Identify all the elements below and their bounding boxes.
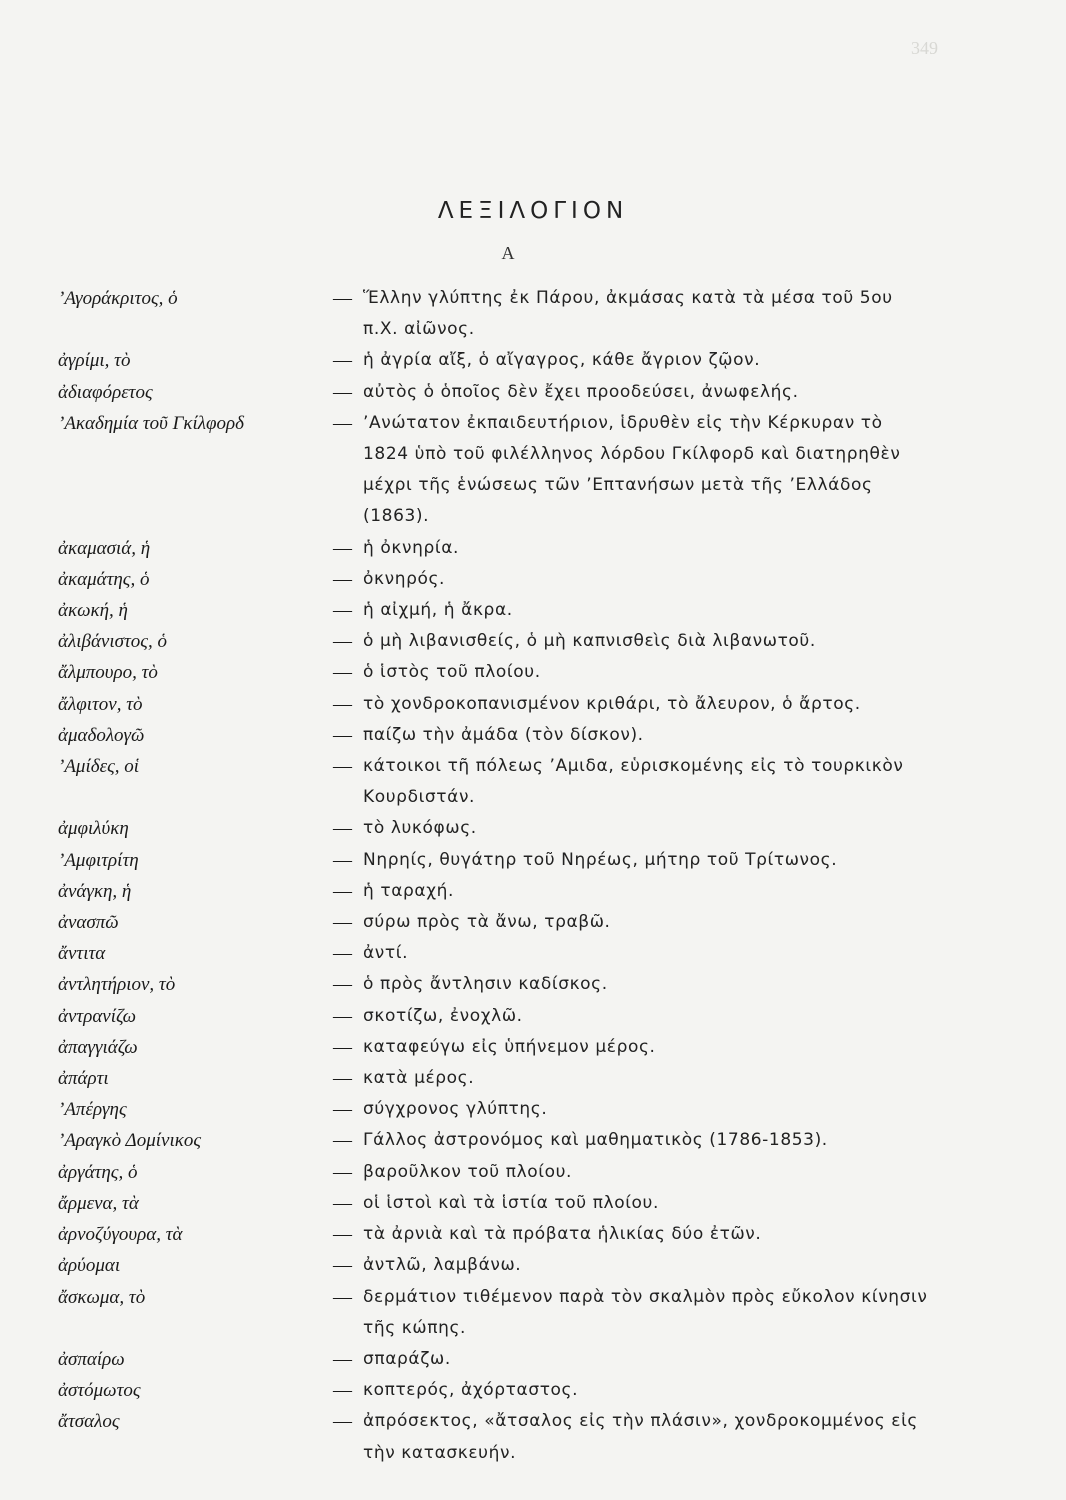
glossary-entry bbox=[58, 751, 958, 813]
glossary-entry bbox=[58, 1406, 958, 1468]
entry-definition: κατὰ μέρος. bbox=[363, 1068, 475, 1089]
entry-definition: ἀντί. bbox=[363, 943, 409, 964]
glossary-entry bbox=[58, 533, 958, 564]
entry-definition: σύγχρονος γλύπτης. bbox=[363, 1099, 548, 1120]
entry-term: ἀκωκή, ἡ bbox=[58, 600, 128, 622]
glossary-entry bbox=[58, 907, 958, 938]
entry-definition: αὐτὸς ὁ ὁποῖος δὲν ἔχει προοδεύσει, ἀνωφελής. bbox=[363, 381, 799, 402]
entry-definition: τὰ ἀρνιὰ καὶ τὰ πρόβατα ἡλικίας δύο ἐτῶν. bbox=[363, 1224, 762, 1245]
glossary-entry bbox=[58, 1282, 958, 1344]
entry-dash: — bbox=[333, 537, 352, 559]
glossary-entry bbox=[58, 1250, 958, 1281]
entry-term: ἀργάτης, ὁ bbox=[58, 1161, 138, 1183]
entry-term: ἀρνοζύγουρα, τὰ bbox=[58, 1224, 183, 1246]
glossary-entry bbox=[58, 1344, 958, 1375]
entry-dash: — bbox=[333, 1099, 352, 1121]
entry-definition: οἱ ἱστοὶ καὶ τὰ ἱστία τοῦ πλοίου. bbox=[363, 1192, 659, 1213]
entry-term: ’Αμίδες, οἱ bbox=[58, 756, 140, 778]
glossary-entry bbox=[58, 1219, 958, 1250]
entry-dash: — bbox=[333, 1380, 352, 1402]
entry-term: ἀπάρτι bbox=[58, 1068, 109, 1090]
entry-term: ἄσκωμα, τὸ bbox=[58, 1286, 146, 1308]
entry-term: ἀλιβάνιστος, ὁ bbox=[58, 631, 168, 653]
entry-definition: ἀπρόσεκτος, «ἄτσαλος εἰς τὴν πλάσιν», χονδροκομμένος εἰς τὴν κατασκευήν. bbox=[363, 1411, 919, 1463]
entry-definition: ἡ ὀκνηρία. bbox=[363, 537, 460, 558]
entry-term: ἀστόμωτος bbox=[58, 1380, 141, 1402]
entry-definition: ὀκνηρός. bbox=[363, 568, 446, 589]
entry-term: ἀντλητήριον, τὸ bbox=[58, 974, 176, 996]
glossary-entry bbox=[58, 1001, 958, 1032]
glossary-entry bbox=[58, 626, 958, 657]
entry-definition: ’Ανώτατον ἐκπαιδευτήριον, ἱδρυθὲν εἰς τὴν Κέρκυραν τὸ 1824 ὑπὸ τοῦ φιλέλληνος λόρδου Γκίλφορδ καὶ διατηρηθὲν μέχρι τῆς ἑνώσεως τῶν ’Επτανήσων μετὰ τῆς ’Ελλάδος (1863). bbox=[363, 412, 901, 527]
glossary-entry bbox=[58, 1157, 958, 1188]
entry-term: ἀρύομαι bbox=[58, 1255, 121, 1277]
glossary-entry bbox=[58, 1125, 958, 1156]
entry-term: ἀπαγγιάζω bbox=[58, 1036, 138, 1058]
entry-dash: — bbox=[333, 1130, 352, 1152]
entry-definition: καταφεύγω εἰς ὑπήνεμον μέρος. bbox=[363, 1036, 656, 1057]
entry-term: ἀκαμασιά, ἡ bbox=[58, 537, 151, 559]
entry-dash: — bbox=[333, 1036, 352, 1058]
entry-term: ἀγρίμι, τὸ bbox=[58, 350, 131, 372]
entry-definition: σπαράζω. bbox=[363, 1348, 451, 1369]
entry-dash: — bbox=[333, 880, 352, 902]
glossary-entry bbox=[58, 345, 958, 376]
entry-dash: — bbox=[333, 1348, 352, 1370]
glossary-title: ΛΕΞΙΛΟΓΙΟΝ bbox=[437, 198, 629, 224]
entry-dash: — bbox=[333, 381, 352, 403]
glossary-entry bbox=[58, 689, 958, 720]
entry-dash: — bbox=[333, 662, 352, 684]
glossary-entry bbox=[58, 845, 958, 876]
entry-definition: κοπτερός, ἀχόρταστος. bbox=[363, 1380, 579, 1401]
glossary-entry bbox=[58, 657, 958, 688]
entry-dash: — bbox=[333, 1192, 352, 1214]
entry-term: ἄλφιτον, τὸ bbox=[58, 693, 143, 715]
entry-definition: Γάλλος ἀστρονόμος καὶ μαθηματικὸς (1786-1853). bbox=[363, 1130, 828, 1151]
glossary-entry bbox=[58, 1188, 958, 1219]
page-number: 349 bbox=[911, 38, 938, 58]
entry-dash: — bbox=[333, 350, 352, 372]
entry-dash: — bbox=[333, 1255, 352, 1277]
entry-definition: ὁ ἱστὸς τοῦ πλοίου. bbox=[363, 662, 541, 683]
entry-dash: — bbox=[333, 412, 352, 434]
glossary-entry bbox=[58, 408, 958, 533]
entry-dash: — bbox=[333, 756, 352, 778]
entry-dash: — bbox=[333, 1161, 352, 1183]
entry-definition: τὸ λυκόφως. bbox=[363, 818, 477, 839]
entry-term: ἀκαμάτης, ὁ bbox=[58, 568, 150, 590]
entry-dash: — bbox=[333, 1411, 352, 1433]
entry-term: ἀμαδολογῶ bbox=[58, 724, 145, 746]
glossary-entry bbox=[58, 813, 958, 844]
entry-term: ἄλμπουρο, τὸ bbox=[58, 662, 158, 684]
entry-term: ’Αμφιτρίτη bbox=[58, 849, 139, 871]
entry-dash: — bbox=[333, 1286, 352, 1308]
entry-dash: — bbox=[333, 724, 352, 746]
entry-term: ἀδιαφόρετος bbox=[58, 381, 153, 403]
entry-definition: σύρω πρὸς τὰ ἄνω, τραβῶ. bbox=[363, 912, 611, 933]
entry-term: ἄτσαλος bbox=[58, 1411, 120, 1433]
entry-definition: ἡ αἰχμή, ἡ ἄκρα. bbox=[363, 600, 513, 621]
glossary-entry bbox=[58, 1063, 958, 1094]
glossary-entry bbox=[58, 1094, 958, 1125]
glossary-entry bbox=[58, 720, 958, 751]
entry-dash: — bbox=[333, 568, 352, 590]
entry-dash: — bbox=[333, 600, 352, 622]
glossary-entry bbox=[58, 283, 958, 345]
entry-dash: — bbox=[333, 1224, 352, 1246]
glossary-entry bbox=[58, 969, 958, 1000]
entry-term: ’Απέργης bbox=[58, 1099, 127, 1121]
entry-term: ἄρμενα, τὰ bbox=[58, 1192, 139, 1214]
entry-term: ’Αγοράκριτος, ὁ bbox=[58, 288, 178, 309]
entry-definition: τὸ χονδροκοπανισμένον κριθάρι, τὸ ἄλευρον, ὁ ἄρτος. bbox=[363, 693, 861, 714]
entry-definition: ἡ ἀγρία αἴξ, ὁ αἴγαγρος, κάθε ἄγριον ζῷον. bbox=[363, 350, 761, 371]
glossary-entry bbox=[58, 1032, 958, 1063]
entry-dash: — bbox=[333, 818, 352, 840]
entry-dash: — bbox=[333, 631, 352, 653]
entry-term: ’Αραγκὸ Δομίνικος bbox=[58, 1130, 202, 1152]
entry-dash: — bbox=[333, 288, 352, 309]
glossary-entry bbox=[58, 377, 958, 408]
glossary-entries bbox=[58, 283, 958, 1469]
entry-dash: — bbox=[333, 693, 352, 715]
entry-term: ἀνασπῶ bbox=[58, 912, 119, 934]
entry-term: ἀσπαίρω bbox=[58, 1348, 125, 1370]
entry-term: ’Ακαδημία τοῦ Γκίλφορδ bbox=[58, 412, 244, 434]
glossary-entry bbox=[58, 595, 958, 626]
entry-dash: — bbox=[333, 912, 352, 934]
entry-definition: δερμάτιον τιθέμενον παρὰ τὸν σκαλμὸν πρὸς εὔκολον κίνησιν τῆς κώπης. bbox=[363, 1286, 928, 1338]
entry-dash: — bbox=[333, 1068, 352, 1090]
entry-dash: — bbox=[333, 1005, 352, 1027]
entry-term: ἄντιτα bbox=[58, 943, 106, 965]
glossary-entry bbox=[58, 564, 958, 595]
entry-term: ἀμφιλύκη bbox=[58, 818, 129, 840]
glossary-entry bbox=[58, 1375, 958, 1406]
entry-term: ἀνάγκη, ἡ bbox=[58, 880, 132, 902]
entry-definition: ἀντλῶ, λαμβάνω. bbox=[363, 1255, 522, 1276]
entry-definition: ὁ μὴ λιβανισθείς, ὁ μὴ καπνισθεὶς διὰ λιβανωτοῦ. bbox=[363, 631, 816, 652]
entry-definition: παίζω τὴν ἀμάδα (τὸν δίσκον). bbox=[363, 724, 644, 745]
glossary-entry bbox=[58, 876, 958, 907]
glossary-entry bbox=[58, 938, 958, 969]
entry-definition: Ἕλλην γλύπτης ἐκ Πάρου, ἀκμάσας κατὰ τὰ μέσα τοῦ 5ου π.Χ. αἰῶνος. bbox=[363, 288, 893, 340]
entry-definition: σκοτίζω, ἐνοχλῶ. bbox=[363, 1005, 523, 1026]
entry-definition: ὁ πρὸς ἄντλησιν καδίσκος. bbox=[363, 974, 608, 995]
entry-dash: — bbox=[333, 849, 352, 871]
entry-term: ἀντρανίζω bbox=[58, 1005, 137, 1027]
entry-definition: Νηρηίς, θυγάτηρ τοῦ Νηρέως, μήτηρ τοῦ Τρίτωνος. bbox=[363, 849, 838, 870]
entry-definition: κάτοικοι τῆ πόλεως ’Αμιδα, εὑρισκομένης εἰς τὸ τουρκικὸν Κουρδιστάν. bbox=[363, 756, 904, 808]
entry-dash: — bbox=[333, 974, 352, 996]
section-letter: Α bbox=[501, 243, 515, 263]
entry-definition: ἡ ταραχή. bbox=[363, 880, 455, 901]
entry-definition: βαροῦλκον τοῦ πλοίου. bbox=[363, 1161, 573, 1182]
entry-dash: — bbox=[333, 943, 352, 965]
